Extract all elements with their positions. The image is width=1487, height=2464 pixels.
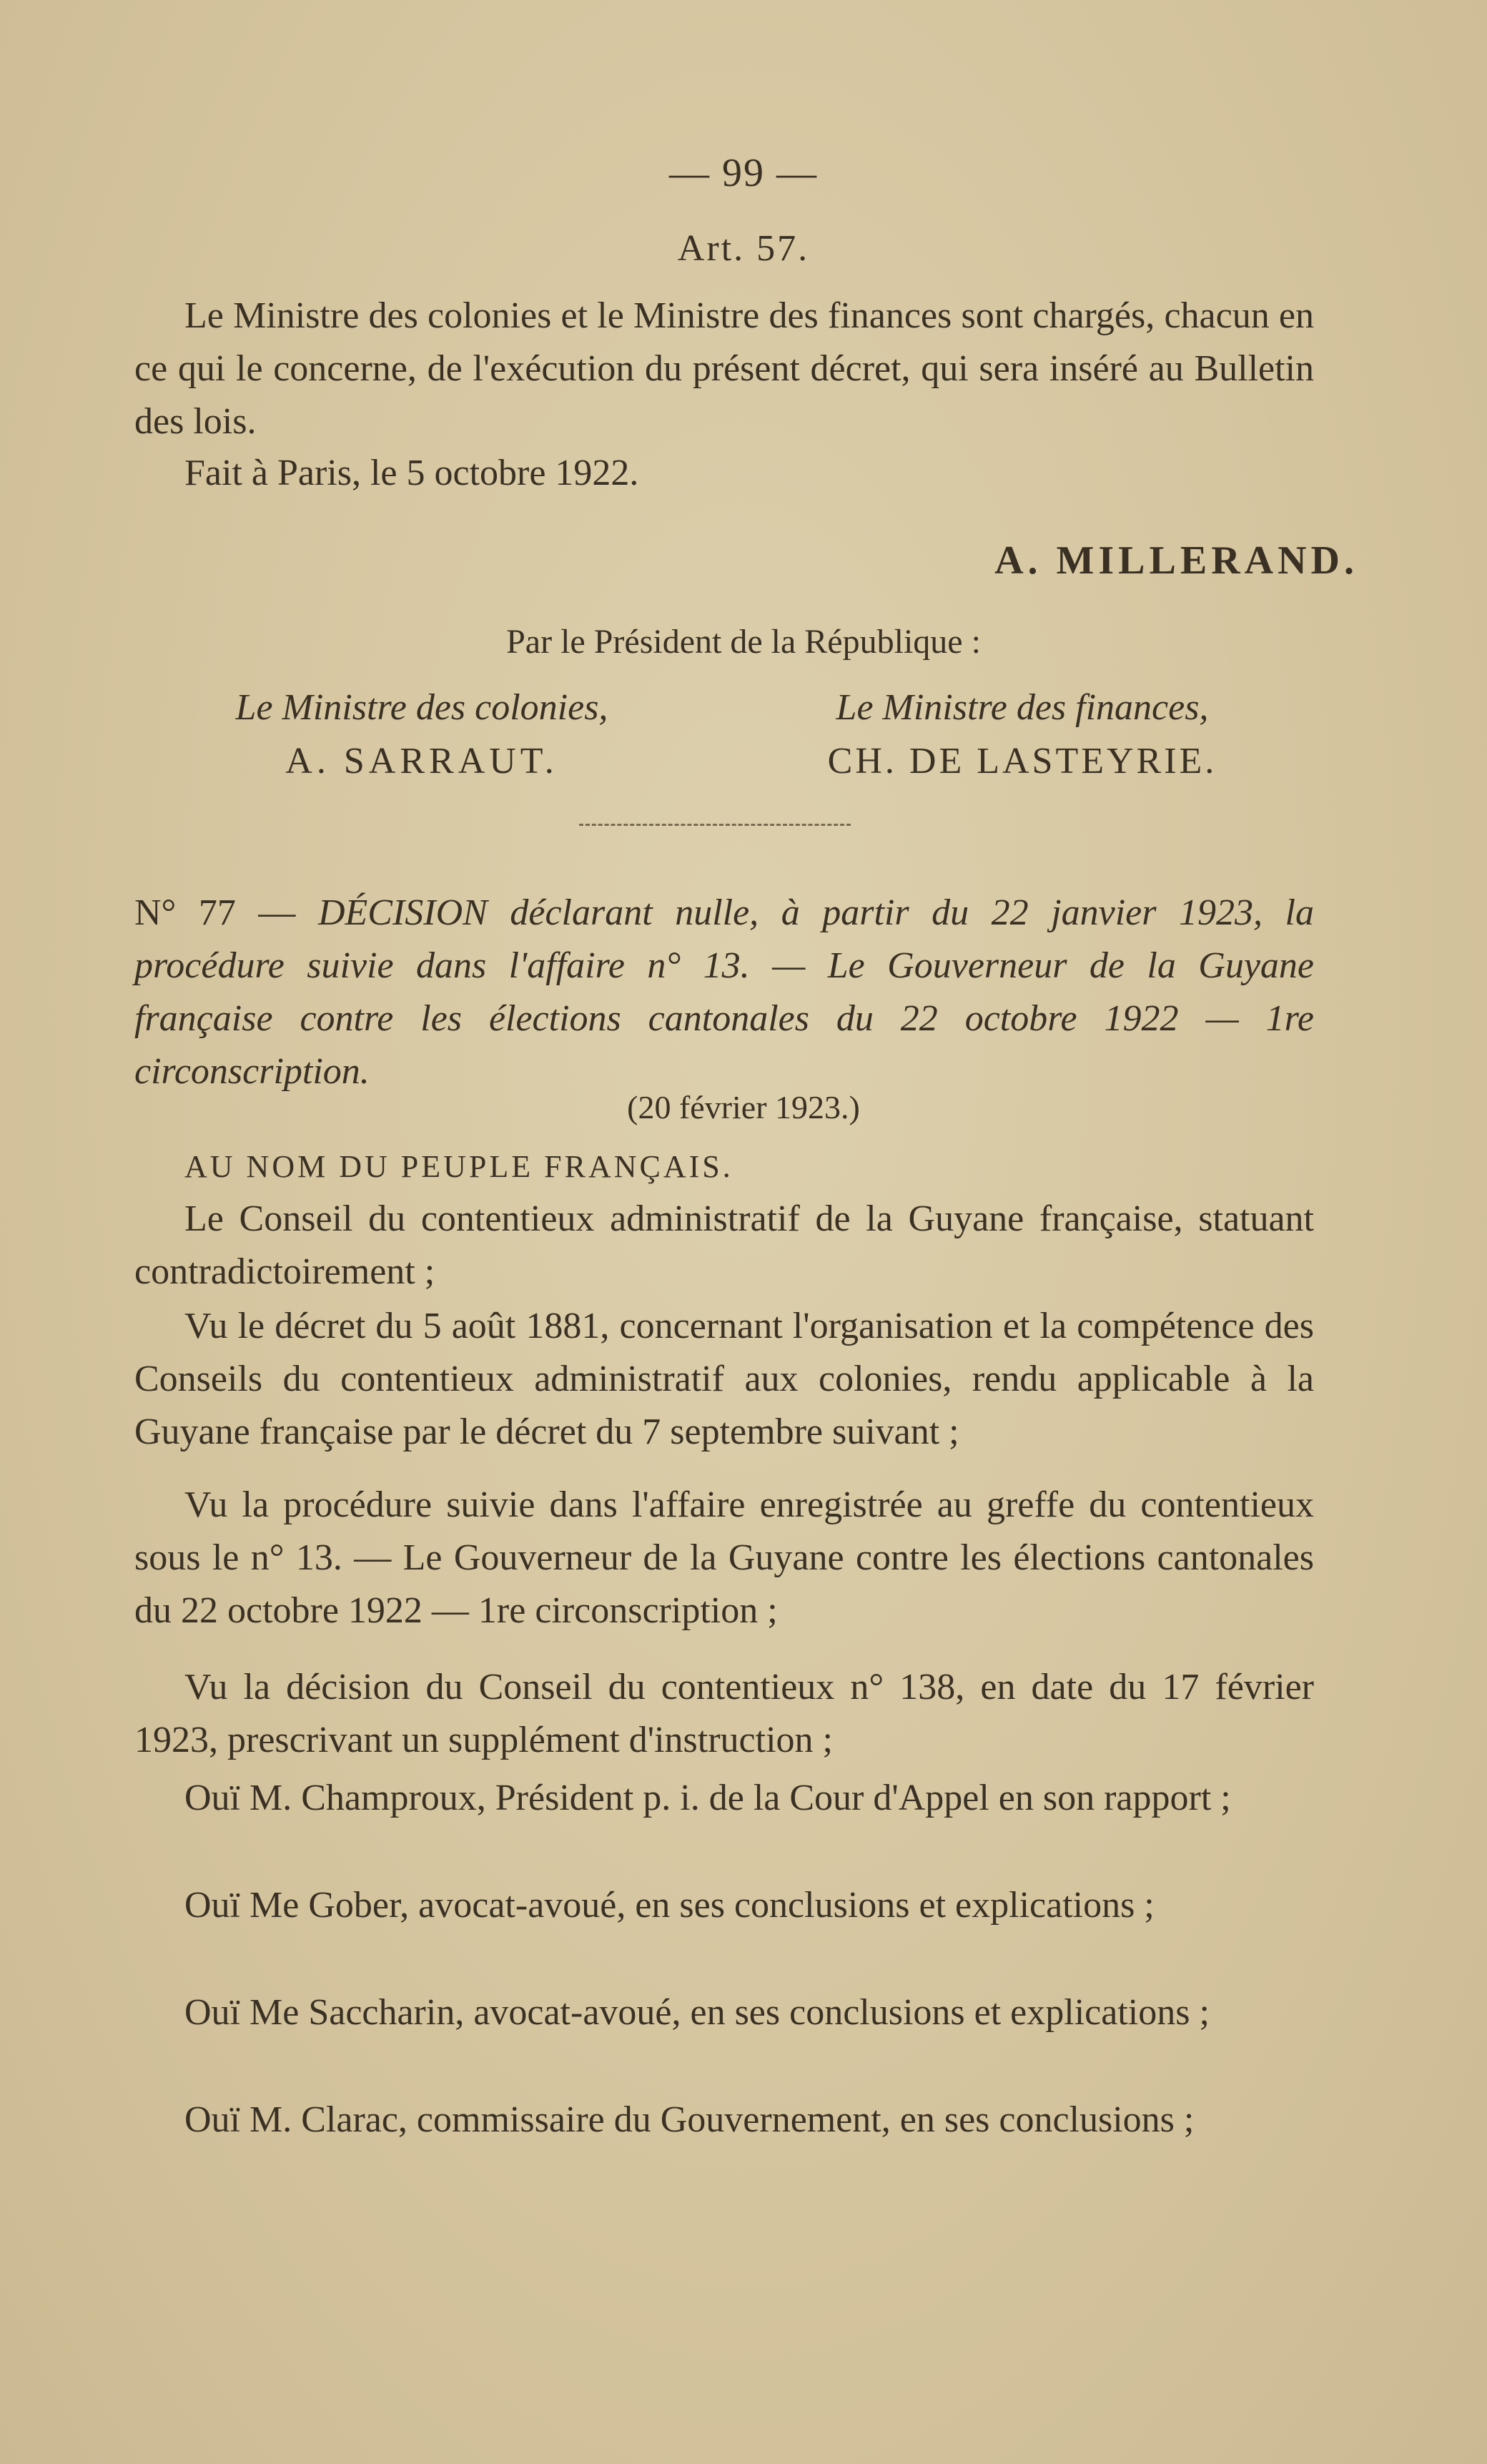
paragraph-4: Vu la décision du Conseil du contentieux n° 138, en date du 17 février 1923, prescrivant un supplément d'instruction ; xyxy=(134,1667,1314,1760)
minister-right-title: Le Ministre des finances, xyxy=(836,687,1209,728)
paragraph-6: Ouï Me Gober, avocat-avoué, en ses conclusions et explications ; xyxy=(184,1885,1155,1926)
page-number: — 99 — xyxy=(669,151,818,195)
paragraph-3: Vu la procédure suivie dans l'affaire enregistrée au greffe du contentieux sous le n° 13. — Le Gouverneur de la Guyane contre les élections cantonales du 22 octobre 1922 — 1re circonscription ; xyxy=(134,1484,1314,1631)
decision-heading xyxy=(134,887,1314,1098)
par-president: Par le Président de la République : xyxy=(506,623,981,661)
minister-left-title: Le Ministre des colonies, xyxy=(235,687,608,728)
article-text: Le Ministre des colonies et le Ministre des finances sont chargés, chacun en ce qui le concerne, de l'exécution du présent décret, qui sera inséré au Bulletin des lois. xyxy=(134,295,1314,442)
decision-date: (20 février 1923.) xyxy=(627,1089,860,1125)
minister-right-name: CH. DE LASTEYRIE. xyxy=(827,741,1217,782)
paragraph-2: Vu le décret du 5 août 1881, concernant l'organisation et la compétence des Conseils du contentieux administratif aux colonies, rendu applicable à la Guyane française par le décret du 7 septembre suivant ; xyxy=(134,1306,1314,1452)
paragraph-1: Le Conseil du contentieux administratif de la Guyane française, statuant contradictoirement ; xyxy=(134,1198,1314,1292)
article-heading: Art. 57. xyxy=(677,228,810,269)
decision-number: N° 77 — xyxy=(134,892,296,933)
minister-left-name: A. SARRAUT. xyxy=(285,741,558,782)
paragraph-7: Ouï Me Saccharin, avocat-avoué, en ses conclusions et explications ; xyxy=(184,1992,1210,2033)
separator-rule xyxy=(579,824,851,826)
signature: A. MILLERAND. xyxy=(994,538,1358,583)
fait-line: Fait à Paris, le 5 octobre 1922. xyxy=(184,453,639,493)
au-nom-line: AU NOM DU PEUPLE FRANÇAIS. xyxy=(184,1149,733,1184)
paragraph-5: Ouï M. Champroux, Président p. i. de la Cour d'Appel en son rapport ; xyxy=(184,1778,1231,1818)
decision-title: DÉCISION déclarant nulle, à partir du 22 janvier 1923, la procédure suivie dans l'affaire n° 13. — Le Gouverneur de la Guyane française contre les élections cantonales du 22 octobre 1922 — 1re circonscription. xyxy=(134,892,1315,1092)
paragraph-8: Ouï M. Clarac, commissaire du Gouvernement, en ses conclusions ; xyxy=(184,2099,1195,2140)
